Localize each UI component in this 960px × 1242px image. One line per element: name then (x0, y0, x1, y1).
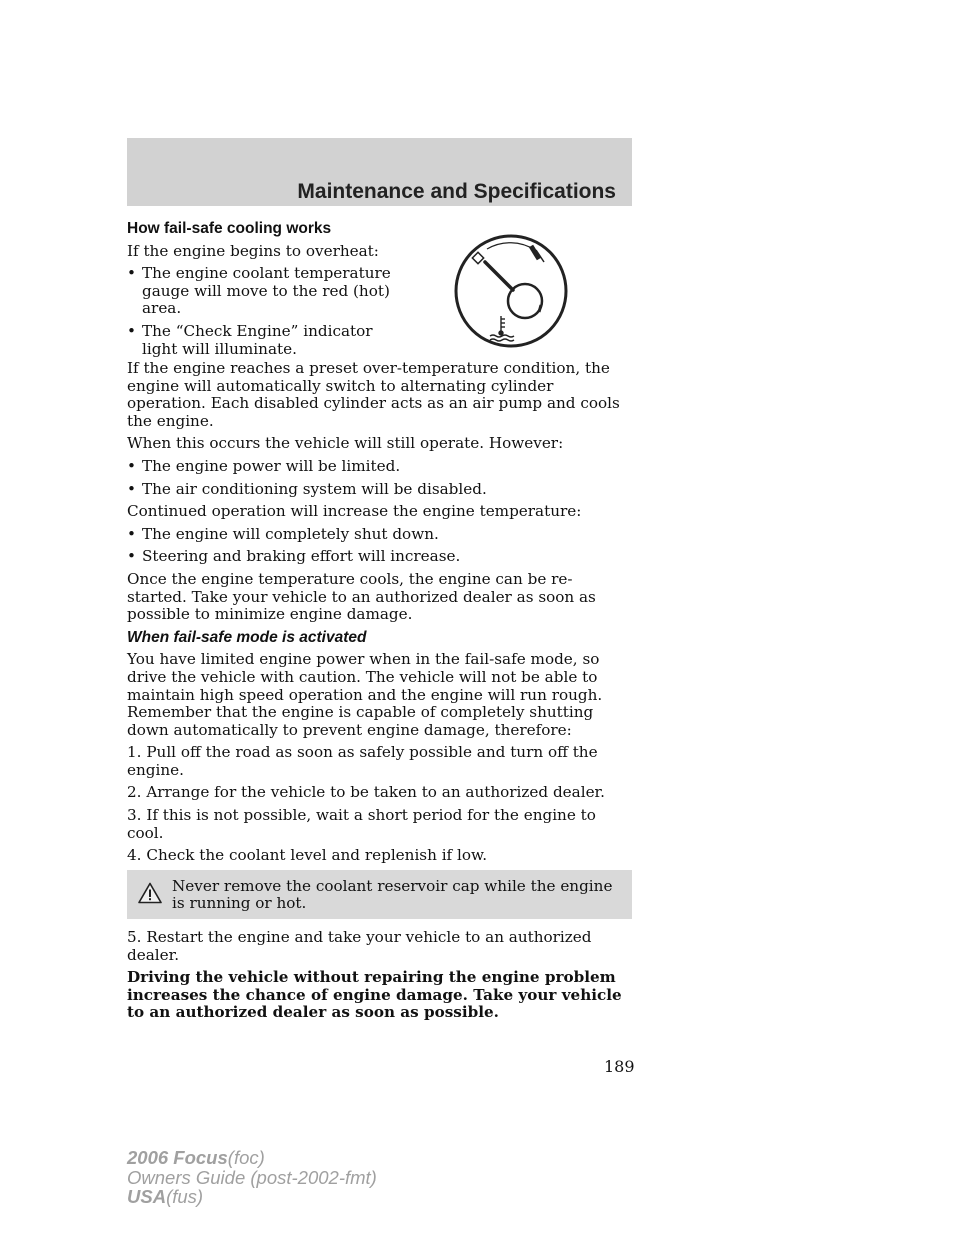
document-footer (127, 1148, 377, 1207)
footer-market: USA (127, 1186, 167, 1207)
bullet-item: • The engine will completely shut down. (127, 524, 439, 543)
paragraph: Continued operation will increase the engine temperature: (127, 502, 582, 521)
coolant-temperature-gauge-icon (452, 232, 570, 350)
bullet-text: The engine power will be limited. (142, 456, 401, 475)
footer-model-code: (foc) (227, 1147, 265, 1168)
footer-market-code: (fus) (166, 1186, 204, 1207)
bullet-text: The “Check Engine” indicator light will illuminate. (142, 321, 373, 358)
warning-text: Never remove the coolant reservoir cap while the engine is running or hot. (172, 876, 613, 913)
warning-box (127, 870, 632, 919)
bullet-item: • The engine coolant temperature gauge will move to the red (hot) area. (127, 264, 391, 318)
paragraph: Once the engine temperature cools, the engine can be re-started. Take your vehicle to an authorized dealer as soon as possible to minimize engine damage. (127, 569, 596, 624)
bullet-item: • The engine power will be limited. (127, 456, 401, 475)
intro-block (127, 220, 632, 360)
bullet-item: • Steering and braking effort will increase. (127, 547, 461, 566)
step-item: 1. Pull off the road as soon as safely possible and turn off the engine. (127, 743, 598, 779)
step-item: 4. Check the coolant level and replenish if low. (127, 846, 488, 865)
footer-model: 2006 Focus (127, 1147, 228, 1168)
paragraph: When this occurs the vehicle will still operate. However: (127, 434, 564, 453)
bullet-text: The engine coolant temperature gauge will move to the red (hot) area. (142, 264, 391, 318)
intro-text: If the engine begins to overheat: (127, 241, 379, 260)
warning-triangle-icon (138, 882, 162, 904)
page-content (127, 220, 632, 1027)
heading-fail-safe-cooling: How fail-safe cooling works (127, 220, 332, 237)
step-item: 5. Restart the engine and take your vehicle to an authorized dealer. (127, 928, 592, 964)
section-header-band (127, 138, 632, 206)
paragraph: You have limited engine power when in the fail-safe mode, so drive the vehicle with caution. The vehicle will not be able to maintain high speed operation and the engine will run rough. Remember that the engine is capable of completely shutting down automatically to prevent engine damage, therefore: (127, 650, 603, 739)
footer-guide: Owners Guide (post-2002-fmt) (127, 1166, 377, 1188)
bullet-text: The air conditioning system will be disabled. (142, 479, 487, 498)
bullet-text: The engine will completely shut down. (142, 524, 439, 543)
bold-advisory: Driving the vehicle without repairing the engine problem increases the chance of engine damage. Take your vehicle to an authorized dealer as soon as possible. (127, 968, 622, 1022)
page-number: 189 (604, 1057, 635, 1076)
paragraph: If the engine reaches a preset over-temperature condition, the engine will automatically switch to alternating cylinder operation. Each disabled cylinder acts as an air pump and cools the engine. (127, 359, 620, 430)
step-item: 2. Arrange for the vehicle to be taken to an authorized dealer. (127, 783, 605, 802)
heading-fail-safe-mode: When fail-safe mode is activated (127, 628, 367, 646)
section-title: Maintenance and Specifications (297, 180, 616, 203)
bullet-item: • The air conditioning system will be disabled. (127, 479, 487, 498)
step-item: 3. If this is not possible, wait a short period for the engine to cool. (127, 806, 596, 842)
bullet-item: • The “Check Engine” indicator light will illuminate. (127, 323, 392, 358)
bullet-text: Steering and braking effort will increase. (142, 547, 461, 566)
